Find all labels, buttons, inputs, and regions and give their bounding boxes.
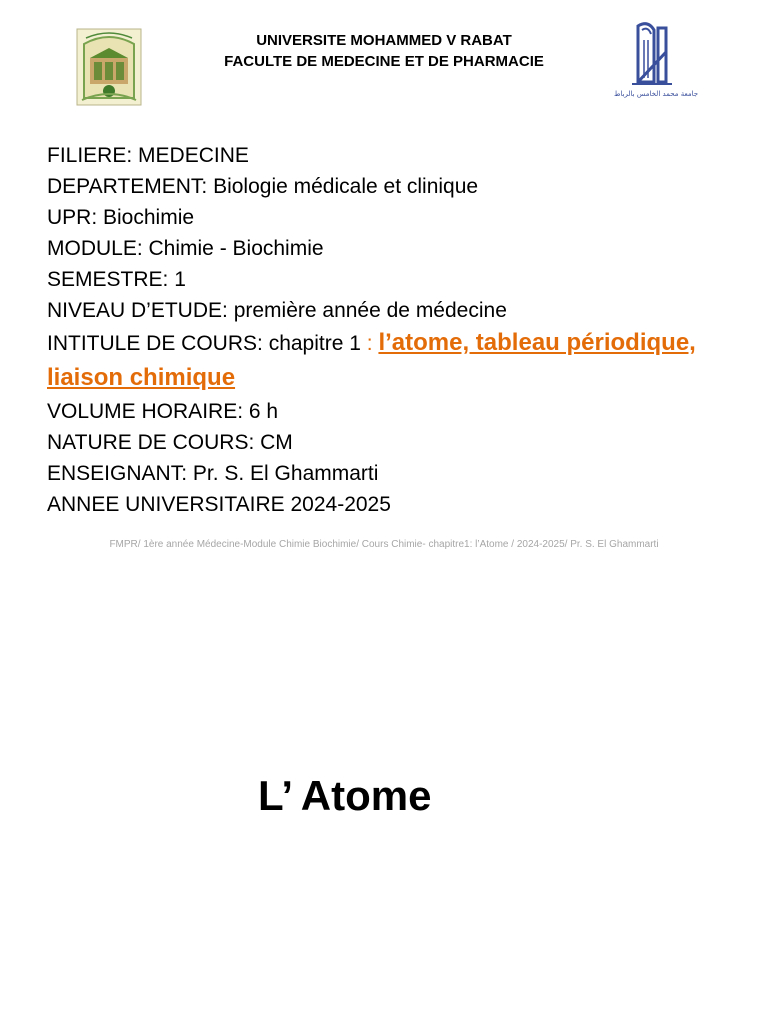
course-info <box>47 140 747 520</box>
semestre: SEMESTRE: 1 <box>47 268 186 291</box>
filiere: FILIERE: MEDECINE <box>47 144 249 167</box>
intitule <box>47 326 747 396</box>
upr: UPR: Biochimie <box>47 206 195 229</box>
volume-horaire: VOLUME HORAIRE: 6 h <box>47 400 279 423</box>
university-name: UNIVERSITE MOHAMMED V RABAT <box>256 32 512 49</box>
intitule-prefix: INTITULE DE COURS: chapitre 1 <box>47 332 367 355</box>
nature-cours: NATURE DE COURS: CM <box>47 431 293 454</box>
enseignant: ENSEIGNANT: Pr. S. El Ghammarti <box>47 462 379 485</box>
module: MODULE: Chimie - Biochimie <box>47 237 324 260</box>
annee-universitaire: ANNEE UNIVERSITAIRE 2024-2025 <box>47 493 391 516</box>
faculty-name: FACULTE DE MEDECINE ET DE PHARMACIE <box>224 53 544 70</box>
university-mohammed-v-logo <box>614 22 699 104</box>
niveau: NIVEAU D’ETUDE: première année de médecine <box>47 299 507 322</box>
footer-note: FMPR/ 1ère année Médecine-Module Chimie Biochimie/ Cours Chimie- chapitre1: l’Atome / 2024-2025/ Pr. S. El Ghammarti <box>109 539 659 550</box>
course-title: l’atome, tableau périodique, liaison chimique <box>47 329 696 391</box>
departement: DEPARTEMENT: Biologie médicale et clinique <box>47 175 479 198</box>
intitule-colon: : <box>366 332 373 355</box>
university-logo-caption: جامعة محمد الخامس بالرباط <box>614 90 699 98</box>
main-title: L’ Atome <box>258 772 432 819</box>
